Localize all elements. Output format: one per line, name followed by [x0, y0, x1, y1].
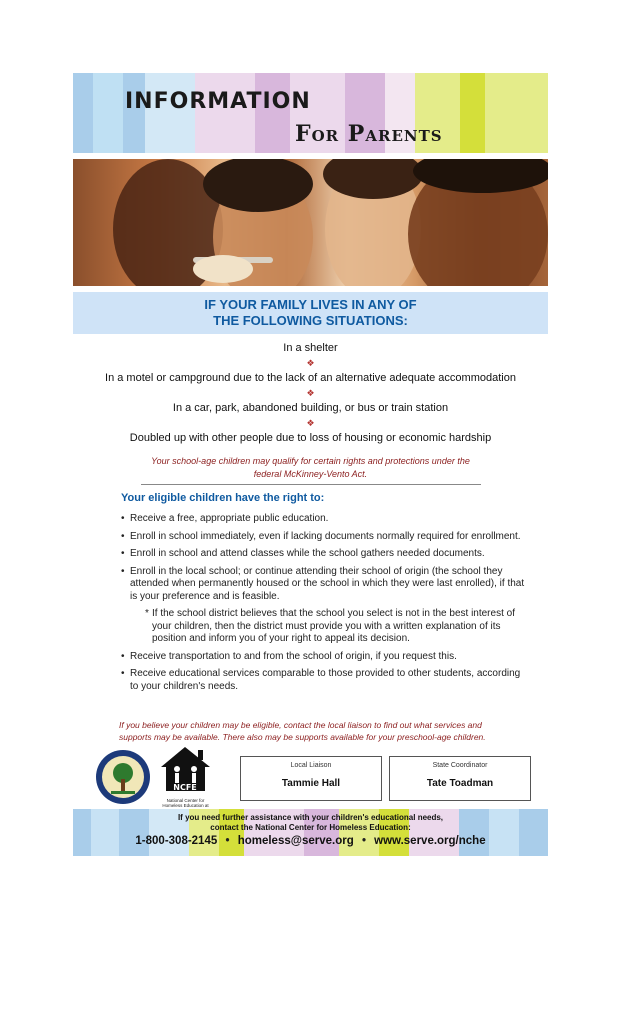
header-banner [73, 73, 548, 153]
bullet-separator: • [361, 835, 366, 847]
eligibility-line2: supports may be available. There also may be supports available for your preschool-age children. [119, 732, 486, 742]
right-text: Receive a free, appropriate public education. [130, 513, 329, 524]
right-text: Enroll in school and attend classes while the school gathers needed documents. [130, 548, 485, 559]
list-item: • Receive educational services comparable to those provided to other students, according to your children's needs. [121, 668, 521, 692]
diamond-icon: ❖ [306, 418, 315, 428]
footer-banner [73, 809, 548, 856]
rights-heading: Your eligible children have the right to: [121, 492, 325, 504]
situation-item: In a car, park, abandoned building, or bus or train station [172, 402, 449, 414]
bullet-separator: • [225, 835, 230, 847]
footer-contact [73, 813, 548, 847]
rights-list [121, 513, 531, 698]
footer-line2: contact the National Center for Homeless Education: [210, 823, 411, 832]
list-item: • Receive transportation to and from the school of origin, if you request this. [121, 650, 457, 662]
ncfe-caption: National Center for Homeless Education at [162, 798, 209, 808]
situations-heading-line2: THE FOLLOWING SITUATIONS: [213, 313, 408, 328]
local-liaison-name: Tammie Hall [281, 778, 341, 789]
qualify-note [113, 455, 508, 481]
situations-list [73, 341, 548, 446]
divider [141, 484, 481, 485]
eligibility-note [119, 719, 539, 743]
situation-item: Doubled up with other people due to loss of housing or economic hardship [129, 432, 492, 444]
right-text: Receive educational services comparable to those provided to other students, according to your children's needs. [130, 668, 521, 692]
list-item: • Enroll in school immediately, even if lacking documents normally required for enrollment. [121, 530, 521, 542]
state-coordinator-label: State Coordinator [432, 762, 488, 769]
children-photo [73, 159, 548, 286]
poster [73, 73, 548, 856]
department-of-education-seal-icon [95, 749, 151, 805]
footer-line1: If you need further assistance with your children's educational needs, [177, 813, 444, 822]
sub-note: * If the school district believes that the school you select is not in the best interest of your children, then the district must provide you with a written explanation of its position and inform you of your right to appeal its decision. [145, 608, 515, 644]
diamond-icon: ❖ [306, 358, 315, 368]
situations-heading [73, 292, 548, 334]
website-link[interactable]: www.serve.org/nche [374, 835, 486, 847]
eligibility-line1: If you believe your children may be eligible, contact the local liaison to find out what services and [119, 720, 482, 730]
list-item: • Receive a free, appropriate public education. [121, 513, 329, 524]
qualify-line1: Your school-age children may qualify for certain rights and protections under the [151, 456, 470, 466]
situation-item: In a shelter [283, 342, 338, 354]
situations-heading-line1: IF YOUR FAMILY LIVES IN ANY OF [204, 297, 417, 312]
local-liaison-label: Local Liaison [290, 762, 332, 769]
qualify-line2: federal McKinney-Vento Act. [253, 469, 368, 479]
footer-contact-row [73, 835, 548, 847]
right-text: Enroll in school immediately, even if lacking documents normally required for enrollment. [130, 530, 521, 542]
email-link[interactable]: homeless@serve.org [237, 835, 354, 847]
sub-note-text: If the school district believes that the school you select is not in the best interest of your children, then the district must provide you with a written explanation of its position and inform you of your right to appeal its decision. [152, 608, 515, 644]
list-item: • Enroll in school and attend classes while the school gathers needed documents. [121, 548, 485, 559]
ncfe-logo [158, 745, 213, 815]
local-liaison-box [240, 756, 382, 801]
situation-item: In a motel or campground due to the lack of an alternative adequate accommodation [105, 372, 516, 384]
right-text: Enroll in the local school; or continue attending their school of origin (the school they attended when permanently housed or the school in which they were last enrolled), if that is your preference and is feasible. [130, 565, 525, 602]
diamond-icon: ❖ [306, 388, 315, 398]
list-item: • Enroll in the local school; or continue attending their school of origin (the school they attended when permanently housed or the school in which they were last enrolled), if that is your preference and is feasible. [121, 565, 525, 602]
right-text: Receive transportation to and from the school of origin, if you request this. [130, 650, 457, 662]
poster-subtitle: For Parents [295, 121, 443, 147]
state-coordinator-box [389, 756, 531, 801]
poster-title: INFORMATION [125, 89, 311, 114]
state-coordinator-name: Tate Toadman [426, 778, 494, 789]
phone-number[interactable]: 1-800-308-2145 [135, 835, 218, 847]
ncfe-name: NCFE [173, 783, 197, 792]
house-icon [158, 745, 213, 793]
